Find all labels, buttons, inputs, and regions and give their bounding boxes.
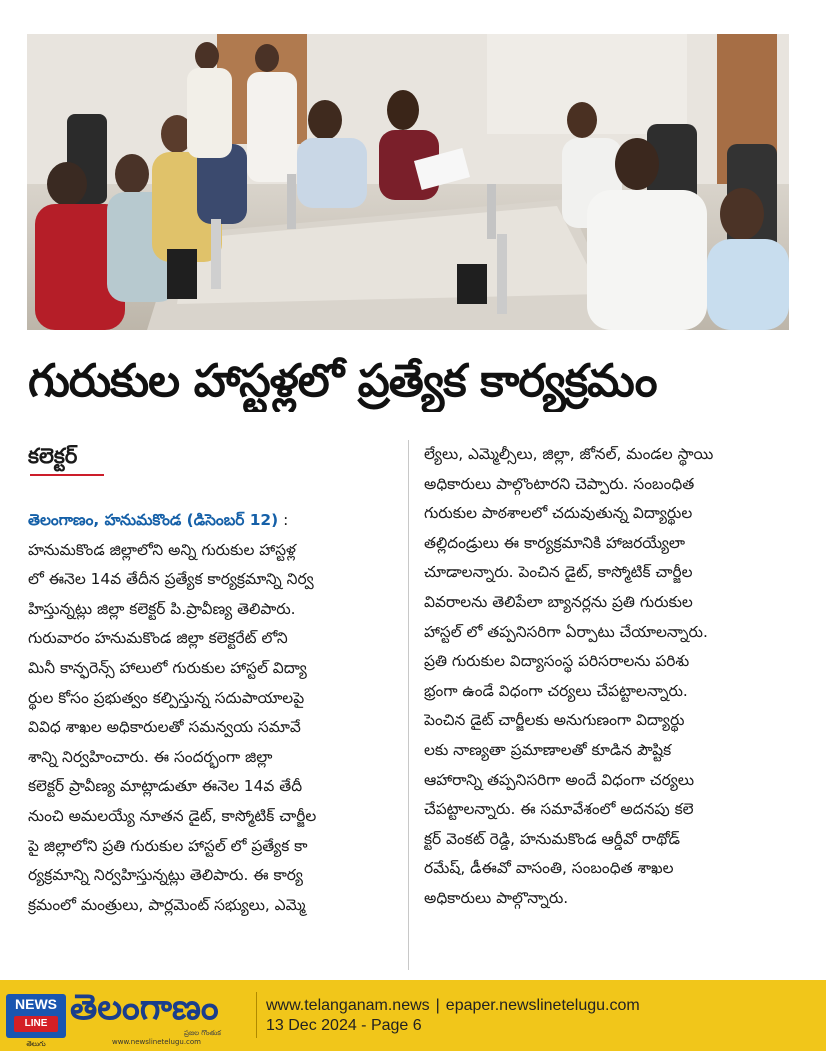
body-line: తల్లిదండ్రులు ఈ కార్యక్రమానికి హాజరయ్యేలా [424, 533, 686, 552]
footer-bar [0, 980, 826, 1051]
byline-block [28, 440, 106, 478]
logo-line-text: LINE [14, 1016, 58, 1032]
body-line: హనుమకొండ జిల్లాలోని అన్ని గురుకుల హాస్టళ్ల [28, 540, 296, 559]
site-link-epaper[interactable]: epaper.newslinetelugu.com [445, 997, 640, 1014]
body-line: పెంచిన డైట్ చార్జీలకు అనుగుణంగా విద్యార్థు [424, 711, 685, 730]
body-line: మినీ కాన్ఫరెన్స్ హాలులో గురుకుల హాస్టల్ విద్యా [28, 658, 307, 677]
body-line: ర్యక్రమాన్ని నిర్వహిస్తున్నట్లు తెలిపారు. ఈ కార్య [28, 866, 303, 885]
body-line: హిస్తున్నట్లు జిల్లా కలెక్టర్ పి.ప్రావీణ్య తెలిపారు. [28, 599, 296, 618]
article-column-right [424, 440, 790, 914]
body-line: పై జిల్లాలోని ప్రతి గురుకుల హాస్టల్ లో ప్రత్యేక కా [28, 836, 308, 855]
body-line: హాస్టల్ లో తప్పనిసరిగా ఏర్పాటు చేయాలన్నారు. [424, 622, 708, 641]
body-line: వివరాలను తెలిపేలా బ్యానర్లను ప్రతి గురుకుల [424, 592, 693, 611]
footer-date-page: 13 Dec 2024 - Page 6 [266, 1017, 422, 1034]
body-line: ల్యేలు, ఎమ్మెల్సీలు, జిల్లా, జోనల్, మండల స్థాయి [424, 445, 714, 463]
dateline-line [28, 506, 396, 536]
body-line: కలెక్టర్ ప్రావీణ్య మాట్లాడుతూ ఈనెల 14వ తేదీ [28, 777, 303, 796]
body-line: భ్రంగా ఉండే విధంగా చర్యలు చేపట్టాలన్నారు. [424, 681, 688, 700]
logo-tagline: ప్రజల గొంతుక [184, 1029, 221, 1037]
headline: గురుకుల హాస్టళ్లలో ప్రత్యేక కార్యక్రమం [28, 354, 657, 407]
article-column-left [28, 506, 396, 920]
body-line: క్టర్ వెంకట్ రెడ్డి, హనుమకొండ ఆర్డీవో రాథోడ్ [424, 829, 680, 848]
logo-news-sub: తెలుగు [26, 1040, 46, 1048]
body-line: శాన్ని నిర్వహించారు. ఈ సందర్భంగా జిల్లా [28, 747, 273, 766]
footer-link-separator: | [435, 997, 440, 1014]
body-line: క్రమంలో మంత్రులు, పార్లమెంట్ సభ్యులు, ఎమ్మె [28, 895, 306, 914]
body-line: నుంచి అమలయ్యే నూతన డైట్, కాస్మోటిక్ చార్జీల [28, 806, 317, 825]
footer-divider [256, 992, 257, 1038]
body-line: అధికారులు పాల్గొంటారని చెప్పారు. సంబంధిత [424, 474, 695, 493]
newsline-logo[interactable] [6, 994, 66, 1048]
body-line: చూడాలన్నారు. పెంచిన డైట్, కాస్మోటిక్ చార్జీల [424, 563, 693, 582]
body-line: గురుకుల పాఠశాలలో చదువుతున్న విద్యార్థుల [424, 504, 693, 523]
body-line: ర్థుల కోసం ప్రభుత్వం కల్పిస్తున్న సదుపాయాలపై [28, 688, 305, 707]
body-line: చేపట్టాలన్నారు. ఈ సమావేశంలో అదనపు కలె [424, 800, 694, 819]
body-line: ప్రతి గురుకుల విద్యాసంస్థ పరిసరాలను పరిశు [424, 652, 690, 671]
body-line: గురువారం హనుమకొండ జిల్లా కలెక్టరేట్ లోని [28, 629, 288, 648]
site-link-telanganam[interactable]: www.telanganam.news [266, 997, 430, 1014]
body-line: రమేష్, డీఈవో వాసంతి, సంబంధిత శాఖల [424, 859, 674, 878]
byline-underline [30, 474, 104, 476]
dateline: తెలంగాణం, హనుమకొండ (డిసెంబర్ 12) [28, 511, 279, 529]
footer-links-row [266, 996, 640, 1016]
body-line: లకు నాణ్యతా ప్రమాణాలతో కూడిన పౌష్టిక [424, 740, 672, 759]
body-line: లో ఈనెల 14వ తేదీన ప్రత్యేక కార్యక్రమాన్ని నిర్వ [28, 570, 314, 589]
logo-url: www.newslinetelugu.com [112, 1038, 201, 1046]
meeting-photo [27, 34, 789, 330]
body-line: అధికారులు పాల్గొన్నారు. [424, 888, 569, 907]
body-line: ఆహారాన్ని తప్పనిసరిగా అందే విధంగా చర్యలు [424, 770, 695, 789]
body-line: వివిధ శాఖల అధికారులతో సమన్వయ సమావే [28, 718, 301, 737]
byline: కలెక్టర్ [28, 444, 78, 468]
column-divider [408, 440, 409, 970]
telanganam-logo[interactable]: తెలంగాణం [70, 988, 219, 1028]
dateline-colon: : [278, 511, 289, 529]
footer-info [266, 996, 640, 1036]
logo-news-text: NEWS [15, 996, 57, 1012]
